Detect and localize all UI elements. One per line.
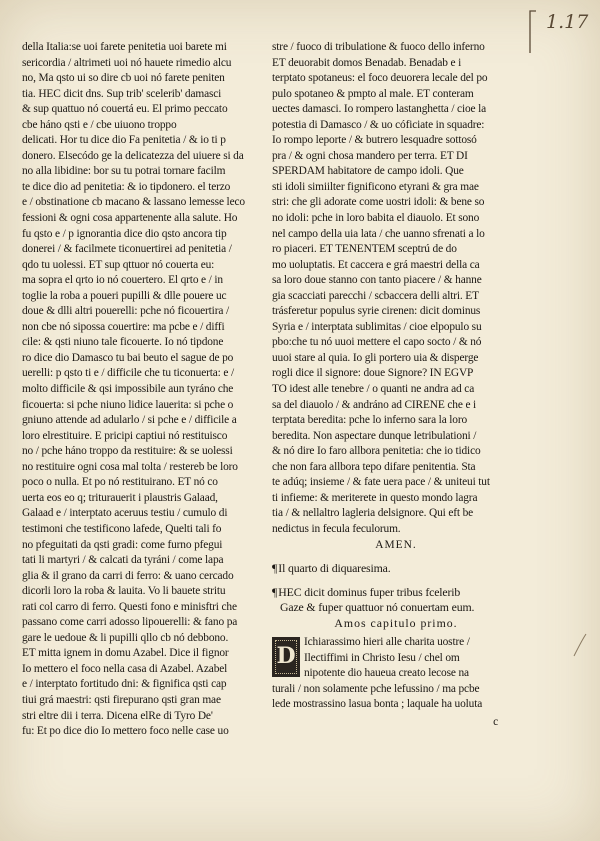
text-line: ET deuorabit domos Benadab. Benadab e i xyxy=(272,56,462,69)
text-line: fessioni & ogni cosa appartenente alla salute. Ho xyxy=(22,212,238,225)
left-column xyxy=(22,40,280,740)
text-line: doue & dlli altri pouerelli: pche nó ficouertira / xyxy=(22,305,229,318)
scripture-reference: Amos capitulo primo. xyxy=(334,615,458,630)
margin-pen-mark-icon xyxy=(570,630,590,660)
text-line: pulo spotaneo & pmpto al male. ET conteram xyxy=(272,87,474,100)
text-line: potestia di Damasco / & uo cóficiate in squadre: xyxy=(272,118,485,131)
text-line: fu qsto e / p ignorantia dice dio qsto ancora tip xyxy=(22,227,227,240)
text-line: no idoli: pche in loro babita el diauolo. Et sono xyxy=(272,212,480,225)
text-line: gniuno attende ad adularlo / si pche e / difficile a xyxy=(22,414,237,427)
text-line: no restituire ogni cosa mal tolta / restereb be loro xyxy=(22,460,238,473)
text-line: loro elrestituire. E pricipi captiui nó restituisco xyxy=(22,429,228,442)
text-line: cile: & qsti niuno tale ficouerte. Io nó tipdone xyxy=(22,336,224,349)
text-line: & sup quattuo nó couertá eu. El primo peccato xyxy=(22,103,228,116)
text-line: che non fara allbora tepo difare penitentia. Sta xyxy=(272,460,476,473)
text-line: turali / non solamente pche lefussino / ma pcbe xyxy=(272,682,480,695)
text-line: nel campo della uia lata / che uanno sfrenati a lo xyxy=(272,227,485,240)
text-line: te dice dio ad penitetia: & io tipdonero. el terzo xyxy=(22,180,231,193)
text-line: no alla libidine: bor su tu potrai tornare facilm xyxy=(22,165,226,178)
text-line: uuoi stare al quia. Io gli portero uia & disperge xyxy=(272,351,479,364)
text-line: rogli dice il signore: doue Signore? IN EGVP xyxy=(272,367,474,380)
text-line: stri eltre dii i terra. Dicena elRe di Tyro De' xyxy=(22,709,213,722)
text-line: ro dice dio Damasco tu bai beuto el sague de po xyxy=(22,351,234,364)
scripture-line: Gaze & fuper quattuor nó conuertam eum. xyxy=(280,600,475,615)
text-line: mo uoluptatis. Et caccera e grá maestri della ca xyxy=(272,258,480,271)
text-line: gia scacciati parecchi / scbaccera delli altri. ET xyxy=(272,289,479,302)
text-line: cbe háno qsti e / cbe uiuono troppo xyxy=(22,118,177,131)
text-line: e / interptato fortitudo dni: & fignifica qsti cap xyxy=(22,678,227,691)
text-line: pra / & ogni chosa mandero per terra. ET DI xyxy=(272,149,468,162)
text-line: & nó dire Io faro allbora penitetia: che io tidico xyxy=(272,445,481,458)
heading-title: Il quarto di diquaresima. xyxy=(278,561,391,576)
text-line: sericordia / altrimeti uoi nó hauete rimedio alcu xyxy=(22,56,232,69)
text-line: tiui grá maestri: qsti firepurano qsti gran mae xyxy=(22,693,221,706)
text-line: tati li martyri / & calcati da tyráni / come lapa xyxy=(22,554,224,567)
text-line: no, Ma qsto ui so dire cb uoi nó farete peniten xyxy=(22,72,225,85)
text-line: terptato spotaneus: el foco deuorera lecale del po xyxy=(272,72,488,85)
text-line: SPERDAM habitatore de campo idoli. Que xyxy=(272,165,464,178)
text-line: Ichiarassimo hieri alle charita uostre / xyxy=(304,636,470,649)
text-line: della Italia:se uoi farete penitetia uoi barete mi xyxy=(22,41,227,53)
text-line: rati col carro di ferro. Questi fono e minisftri che xyxy=(22,600,237,613)
section-heading xyxy=(272,561,520,577)
text-line: te adúq; insieme / & fate uera pace / & uniteui tut xyxy=(272,476,490,489)
pilcrow-icon: ¶ xyxy=(272,561,278,576)
text-line: terptata beredita: pche lo inferno sara la loro xyxy=(272,414,468,427)
text-line: no pfeguitati da qsti gradi: come furno pfegui xyxy=(22,538,223,551)
text-line: Syria e / interptata sublimitas / cioe elpopulo su xyxy=(272,320,482,333)
text-line: pbo:che tu nó uuoi mettere el capo socto / & nó xyxy=(272,336,482,349)
drop-cap-initial xyxy=(272,637,300,677)
text-line: testimoni che testificono lafede, Quelti tali fo xyxy=(22,522,222,535)
text-line: trásferetur populus syrie cirenen: dicit dominus xyxy=(272,305,481,318)
text-line: ficouerta: si pche niuno lidice lauerita: si pche o xyxy=(22,398,234,411)
text-line: uectes damasci. Io rompero lastanghetta / cioe la xyxy=(272,103,487,116)
text-line: sa del diauolo / & andráno ad CIRENE che e i xyxy=(272,398,477,411)
text-line: glia & il grano da carri di ferro: & uano cercado xyxy=(22,569,234,582)
pilcrow-icon: ¶ xyxy=(272,584,278,599)
right-column xyxy=(272,40,520,731)
text-line: ma sopra el qrto io nó couertero. El qrto e / in xyxy=(22,274,223,287)
text-line: nedictus in fecula feculorum. xyxy=(272,522,401,535)
signature-mark: c xyxy=(493,715,498,728)
text-line: gare le uedoue & li pupilli qllo cb nó debbono. xyxy=(22,631,229,644)
text-line: no / pche háno troppo da restituire: & se uolessi xyxy=(22,445,233,458)
text-line: delicati. Hor tu dice dio Fa penitetia / & io ti p xyxy=(22,134,226,147)
text-line: fu: Et po dice dio Io mettero foco nelle case uo xyxy=(22,725,229,738)
text-line: donero. Elsecódo ge la delicatezza del uiuere si da xyxy=(22,149,244,162)
text-line: donerei / & facilmete ticonuertirei ad penitetia / xyxy=(22,243,232,256)
text-line: ET mitta ignem in domu Azabel. Dice il fignor xyxy=(22,647,229,660)
text-line: stri: che gli adorate come uostri idoli: & bene so xyxy=(272,196,485,209)
text-line: Io rompo leporte / & butrero lesquadre sottosó xyxy=(272,134,477,147)
text-line: TO idest alle tenebre / o quanti ne andra ad ca xyxy=(272,383,475,396)
page-number: 1.17 xyxy=(546,11,589,33)
text-line: toglie la roba a poueri pupilli & dlle pouere uc xyxy=(22,289,227,302)
drop-cap-letter: D xyxy=(276,643,296,670)
text-line: e / obstinatione cb macano & lassano lemesse leco xyxy=(22,196,245,209)
text-line: sti idoli simiilter fignificono etyrani & gra mae xyxy=(272,180,479,193)
text-line: non cbe nó sipossa couertire: ma pcbe e / diffi xyxy=(22,320,225,333)
text-line: Galaad e / interptato aceruus testiu / cumulo di xyxy=(22,507,228,520)
text-line: Ilectiffimi in Christo Iesu / chel om xyxy=(304,651,460,664)
text-line: passano come carri adosso lipouerelli: & fano pa xyxy=(22,616,238,629)
text-line: molto difficile & qsi impossibile aun tyráno che xyxy=(22,383,234,396)
text-line: uerelli: p qsto ti e / difficile che tu ticonuerta: e / xyxy=(22,367,235,380)
text-line: uerta eos eo q; triturauerit i plaustris Galaad, xyxy=(22,491,218,504)
text-line: sa loro doue stanno con tanto piacere / & hanne xyxy=(272,274,482,287)
text-line: ro piaceri. ET TENENTEM sceptrú de do xyxy=(272,243,457,256)
scripture-line: ¶HEC dicit dominus fuper tribus fcelerib xyxy=(272,584,461,599)
text-line: beredita. Non aspectare dunque letribulationi / xyxy=(272,429,477,442)
text-line: lede mostrassino lasua bonta ; laquale ha uoluta xyxy=(272,698,483,711)
text-line: Io mettero el foco nella casa di Azabel. Azabel xyxy=(22,662,228,675)
page-number-annotation xyxy=(522,5,592,60)
text-line: qdo tu uolessi. ET sup qttuor nó couerta eu: xyxy=(22,258,215,271)
text-line: nipotente dio haueua creato lecose na xyxy=(304,667,469,680)
text-line: dicorli loro la roba & lauita. Vo li bauete stritu xyxy=(22,585,226,598)
text-line: tia. HEC dicit dns. Sup trib' scelerib' damasci xyxy=(22,87,222,100)
text-line: stre / fuoco di tribulatione & fuoco dello inferno xyxy=(272,41,485,53)
text-line: poco o nulla. Et po nó restituirano. ET nó co xyxy=(22,476,218,489)
text-line: tia / & nellaltro lagleria delsignore. Qui eft be xyxy=(272,507,474,520)
text-line: ti infieme: & meriterete in questo mondo lagra xyxy=(272,491,478,504)
amen-line: AMEN. xyxy=(375,538,417,551)
sermon-opening xyxy=(272,635,520,713)
